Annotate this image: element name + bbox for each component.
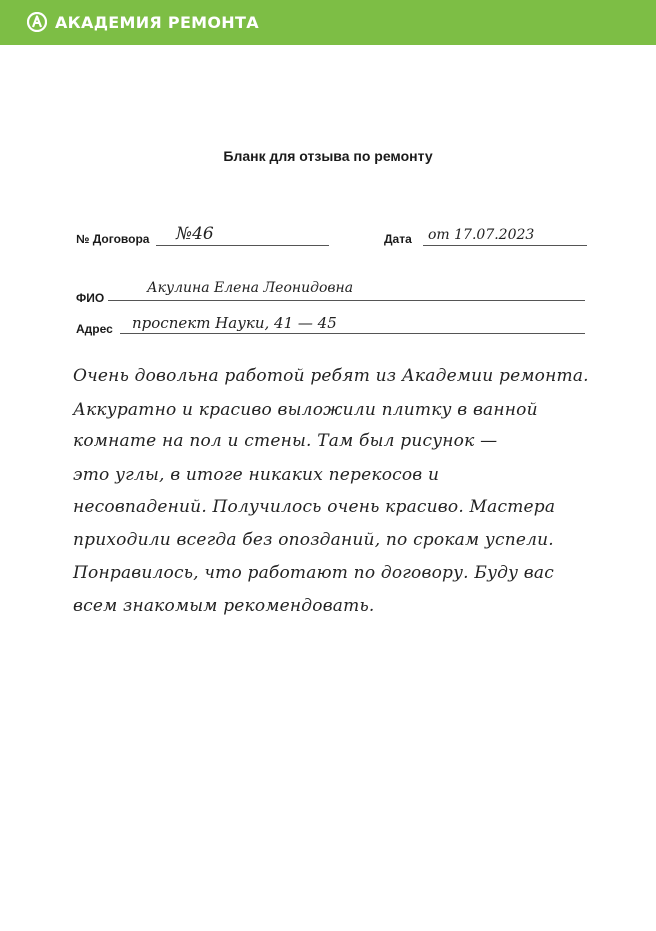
review-line: это углы, в итоге никаких перекосов и (73, 465, 440, 485)
name-label: ФИО (76, 291, 105, 305)
date-value: от 17.07.2023 (428, 227, 535, 243)
brand-name: АКАДЕМИЯ РЕМОНТА (55, 12, 259, 32)
date-label: Дата (384, 232, 412, 246)
review-line: Очень довольна работой ребят из Академии ремонта. (73, 366, 589, 386)
review-line: несовпадений. Получилось очень красиво. Мастера (73, 497, 556, 517)
brand-logo (27, 12, 259, 32)
review-line: приходили всегда без опозданий, по срокам успели. (73, 530, 554, 550)
brand-logo-icon (27, 12, 47, 32)
header-bar (0, 0, 656, 45)
review-line: Понравилось, что работают по договору. Буду вас (73, 563, 554, 583)
name-value: Акулина Елена Леонидовна (147, 280, 354, 296)
address-underline (120, 333, 585, 334)
review-line: комнате на пол и стены. Там был рисунок — (73, 431, 498, 451)
date-underline (423, 245, 587, 246)
name-underline (108, 300, 585, 301)
address-label: Адрес (76, 322, 113, 336)
address-value: проспект Науки, 41 — 45 (132, 314, 337, 332)
review-line: Аккуратно и красиво выложили плитку в ванной (73, 400, 538, 420)
contract-label: № Договора (76, 232, 150, 246)
contract-underline (156, 245, 329, 246)
contract-value: №46 (176, 224, 214, 244)
form-title: Бланк для отзыва по ремонту (223, 148, 433, 164)
review-line: всем знакомым рекомендовать. (73, 596, 375, 616)
